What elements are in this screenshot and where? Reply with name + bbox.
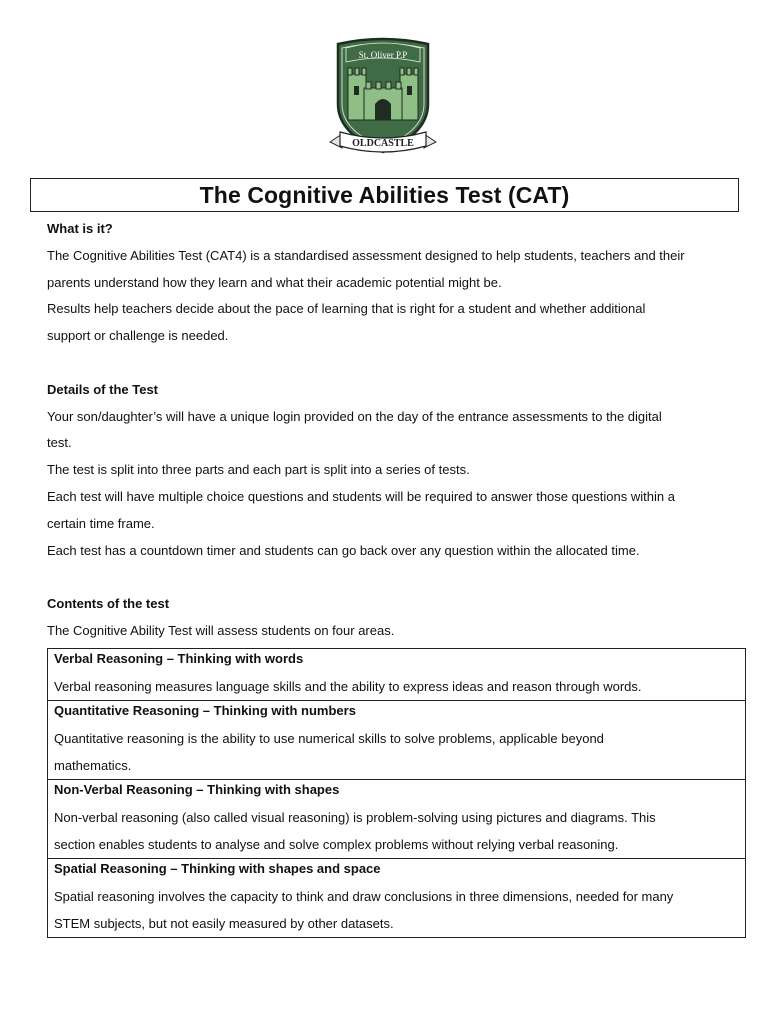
area-title: Spatial Reasoning – Thinking with shapes and space xyxy=(54,861,381,876)
area-description xyxy=(54,673,739,700)
spacer xyxy=(47,564,747,591)
paragraph-line: The Cognitive Ability Test will assess students on four areas. xyxy=(47,622,395,638)
section-heading-contents: Contents of the test xyxy=(47,596,170,612)
crest-banner-top-text: St. Oliver P.P xyxy=(358,50,408,60)
area-title: Quantitative Reasoning – Thinking with numbers xyxy=(54,703,356,718)
table-row-spatial xyxy=(48,858,745,937)
section-heading-what-is-it: What is it? xyxy=(47,221,113,236)
paragraph-line: The Cognitive Abilities Test (CAT4) is a standardised assessment designed to help students, teachers and their xyxy=(47,247,685,263)
paragraph-line: support or challenge is needed. xyxy=(47,328,229,344)
paragraph-line: Each test has a countdown timer and students can go back over any question within the allocated time. xyxy=(47,542,640,558)
area-description xyxy=(54,883,739,937)
area-line: Verbal reasoning measures language skills and the ability to express ideas and reason through words. xyxy=(54,679,642,694)
area-line: STEM subjects, but not easily measured by other datasets. xyxy=(54,916,394,931)
page-title: The Cognitive Abilities Test (CAT) xyxy=(199,181,570,208)
table-row-verbal xyxy=(48,649,745,700)
paragraph-line: test. xyxy=(47,435,72,451)
school-crest-logo xyxy=(326,34,440,162)
area-description xyxy=(54,804,739,858)
paragraph-line: parents understand how they learn and what their academic potential might be. xyxy=(47,274,502,290)
table-row-quantitative xyxy=(48,700,745,779)
title-box xyxy=(30,178,739,212)
spacer xyxy=(47,350,747,377)
paragraph-line: Each test will have multiple choice questions and students will be required to answer those questions within a xyxy=(47,488,675,504)
table-row-non-verbal xyxy=(48,779,745,858)
area-description xyxy=(54,725,739,779)
section-heading-details: Details of the Test xyxy=(47,381,159,397)
area-line: mathematics. xyxy=(54,758,132,773)
paragraph-line: certain time frame. xyxy=(47,515,155,531)
area-line: Quantitative reasoning is the ability to use numerical skills to solve problems, applicable beyond xyxy=(54,731,604,746)
assessment-areas-table xyxy=(47,648,746,938)
area-line: section enables students to analyse and solve complex problems without relying verbal reasoning. xyxy=(54,837,619,852)
area-title: Verbal Reasoning – Thinking with words xyxy=(54,651,304,666)
area-line: Non-verbal reasoning (also called visual reasoning) is problem-solving using pictures and diagrams. This xyxy=(54,810,656,825)
document-body xyxy=(47,216,747,645)
paragraph-line: Results help teachers decide about the pace of learning that is right for a student and whether additional xyxy=(47,301,646,317)
paragraph-line: Your son/daughter’s will have a unique login provided on the day of the entrance assessments to the digital xyxy=(47,408,662,424)
paragraph-line: The test is split into three parts and each part is split into a series of tests. xyxy=(47,462,470,478)
crest-banner-bottom-text: OLDCASTLE xyxy=(352,138,414,149)
area-line: Spatial reasoning involves the capacity to think and draw conclusions in three dimensions, needed for many xyxy=(54,889,674,904)
area-title: Non-Verbal Reasoning – Thinking with shapes xyxy=(54,782,340,797)
